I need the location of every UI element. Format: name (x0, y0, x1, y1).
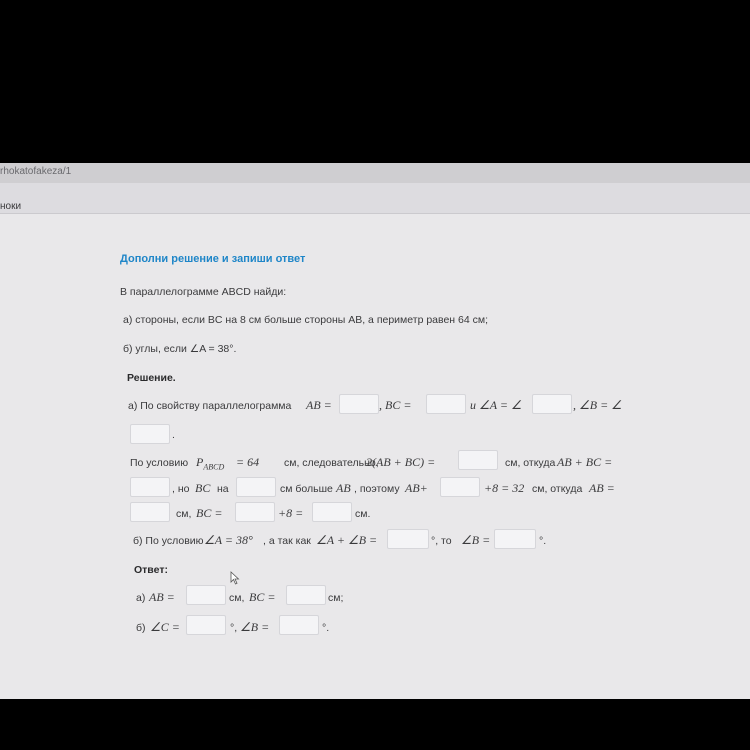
answer-ab-input[interactable] (186, 585, 226, 605)
l2-text2: см, следовательно, (284, 457, 379, 469)
l2-text: По условию (130, 457, 189, 469)
ans-b-text3: °. (322, 622, 330, 634)
l3-eq: +8 = 32 (484, 481, 525, 495)
l5-angle-b: ∠B = (461, 533, 491, 547)
ans-a-bc: BC = (249, 590, 276, 604)
input-ab-4[interactable] (235, 502, 275, 522)
input-ab-1[interactable] (339, 394, 379, 414)
l3-text4: , поэтому (354, 483, 400, 495)
ans-b-b: ∠B = (240, 620, 270, 634)
l4-bc: BC = (196, 506, 223, 520)
mouse-cursor-icon (230, 571, 240, 585)
l3-ab-plus: AB+ (405, 481, 428, 495)
l3-text5: см, откуда (532, 483, 583, 495)
l1-tail: . (172, 429, 175, 441)
l3-ab-eq: AB = (589, 481, 615, 495)
answer-angle-b-input[interactable] (279, 615, 319, 635)
l1-ab: AB = (306, 398, 332, 412)
l4-plus8: +8 = (278, 506, 304, 520)
input-difference[interactable] (236, 477, 276, 497)
l4-text2: см. (355, 508, 371, 520)
l2-sum: 2(AB + BC) = (366, 455, 436, 469)
solution-label: Решение. (127, 372, 176, 384)
task-part-a: а) стороны, если BC на 8 см больше стороны AB, а периметр равен 64 см; (123, 314, 488, 326)
l3-text: , но (172, 483, 190, 495)
l1-angle-b: , ∠B = ∠ (573, 398, 622, 412)
ans-a-text: а) (136, 592, 146, 604)
l2-eq: = 64 (236, 455, 260, 469)
l2-sum2: AB + BC = (557, 455, 613, 469)
l3-text2: на (217, 483, 229, 495)
l5-tail: °. (539, 535, 547, 547)
input-angle-sum[interactable] (387, 529, 429, 549)
l5-text2: , а так как (263, 535, 311, 547)
ans-a-ab: AB = (149, 590, 175, 604)
l5-text3: °, то (431, 535, 452, 547)
answer-bc-input[interactable] (286, 585, 326, 605)
l3-ab: AB (336, 481, 351, 495)
l2-p: $P_{ABCD}$ (196, 455, 225, 472)
l1-angle-a: и ∠A = ∠ (470, 398, 522, 412)
l5-sum: ∠A + ∠B = (316, 533, 378, 547)
input-sum[interactable] (130, 477, 170, 497)
ans-b-c: ∠C = (150, 620, 180, 634)
input-bc-2[interactable] (312, 502, 352, 522)
l3-bc: BC (195, 481, 211, 495)
input-ab-2[interactable] (440, 477, 480, 497)
task-heading: Дополни решение и запиши ответ (120, 253, 306, 265)
l4-text: см, (176, 508, 192, 520)
input-angle-eq-a[interactable] (532, 394, 572, 414)
l5-angle-a: ∠A = 38° (204, 533, 253, 547)
l3-text3: см больше (280, 483, 333, 495)
ans-a-text2: см, (229, 592, 245, 604)
input-ab-3[interactable] (130, 502, 170, 522)
ans-b-text2: °, (230, 622, 238, 634)
ans-b-text: б) (136, 622, 146, 634)
input-angle-eq-b[interactable] (130, 424, 170, 444)
task-part-b: б) углы, если ∠A = 38°. (123, 343, 237, 355)
l1-text: а) По свойству параллелограмма (128, 400, 292, 412)
ans-a-text3: см; (328, 592, 344, 604)
nav-link[interactable]: ноки (0, 201, 22, 212)
url-text: rhokatofakeza/1 (0, 166, 72, 177)
answer-label: Ответ: (134, 564, 168, 576)
l5-text: б) По условию (133, 535, 204, 547)
l1-bc: , BC = (379, 398, 412, 412)
l2-text3: см, откуда (505, 457, 556, 469)
input-bc-1[interactable] (426, 394, 466, 414)
input-angle-b[interactable] (494, 529, 536, 549)
answer-angle-c-input[interactable] (186, 615, 226, 635)
task-intro: В параллелограмме ABCD найди: (120, 286, 287, 298)
input-double-sum[interactable] (458, 450, 498, 470)
